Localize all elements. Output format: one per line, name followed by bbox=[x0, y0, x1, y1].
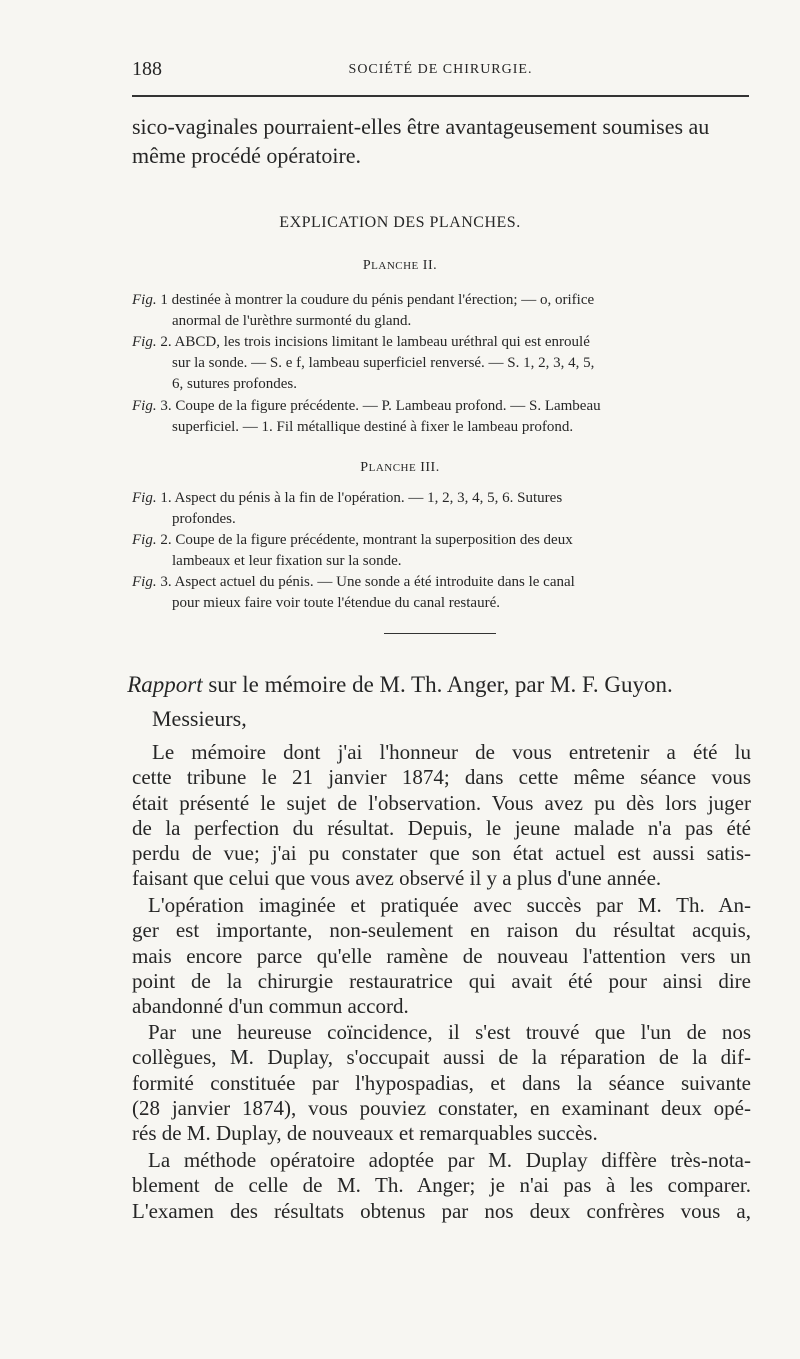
caption-line: 1. Aspect du pénis à la fin de l'opération. — 1, 2, 3, 4, 5, 6. Sutures bbox=[156, 490, 563, 506]
caption-plate3-fig3 bbox=[132, 572, 753, 614]
caption-line: 2. ABCD, les trois incisions limitant le lambeau uréthral qui est enroulé bbox=[156, 334, 590, 350]
fig-label: Fig. bbox=[132, 292, 157, 308]
lead-line: sico-vaginales pourraient-elles être avantageusement soumises au bbox=[132, 114, 710, 139]
fig-label: Fig. bbox=[132, 532, 157, 548]
section-divider bbox=[384, 633, 496, 634]
caption-line: 2. Coupe de la figure précédente, montrant la superposition des deux bbox=[156, 532, 573, 548]
body-paragraph-4 bbox=[132, 1148, 751, 1224]
caption-line: anormal de l'urèthre surmonté du gland. bbox=[172, 313, 412, 329]
plate-title-3 bbox=[0, 460, 800, 476]
paragraph-line: La méthode opératoire adoptée par M. Duplay diffère très-nota- bbox=[148, 1148, 751, 1172]
caption-plate2-fig2 bbox=[132, 332, 753, 395]
paragraph-line: perdu de vue; j'ai pu constater que son état actuel est aussi satis- bbox=[132, 841, 751, 866]
lead-line: même procédé opératoire. bbox=[132, 143, 362, 168]
paragraph-line: (28 janvier 1874), vous pouviez constater, en examinant deux opé- bbox=[132, 1095, 751, 1120]
paragraph-line: rés de M. Duplay, de nouveaux et remarquables succès. bbox=[132, 1121, 598, 1146]
paragraph-line: de la perfection du résultat. Depuis, le jeune malade n'a pas été bbox=[132, 815, 751, 840]
plate-title-initial: P bbox=[360, 460, 369, 475]
paragraph-line: abandonné d'un commun accord. bbox=[132, 994, 409, 1019]
caption-line: profondes. bbox=[172, 511, 236, 527]
paragraph-line: collègues, M. Duplay, s'occupait aussi de la réparation de la dif- bbox=[132, 1045, 751, 1070]
fig-label: Fig. bbox=[132, 334, 157, 350]
caption-plate2-fig1 bbox=[132, 290, 753, 332]
paragraph-line: faisant que celui que vous avez observé il y a plus d'une année. bbox=[132, 866, 662, 891]
body-paragraph-1 bbox=[132, 740, 751, 892]
body-paragraph-3 bbox=[132, 1020, 751, 1146]
fig-label: Fig. bbox=[132, 574, 157, 590]
caption-line: sur la sonde. — S. e f, lambeau superficiel renversé. — S. 1, 2, 3, 4, 5, bbox=[172, 355, 595, 371]
caption-line: 6, sutures profondes. bbox=[172, 376, 297, 392]
explication-title: EXPLICATION DES PLANCHES. bbox=[279, 214, 521, 231]
report-heading bbox=[0, 672, 800, 698]
plate-title-2 bbox=[0, 258, 800, 274]
caption-line: 1 destinée à montrer la coudure du pénis pendant l'érection; — o, orifice bbox=[156, 292, 595, 308]
caption-plate3-fig2 bbox=[132, 530, 753, 572]
lead-paragraph bbox=[132, 112, 750, 170]
paragraph-line: L'opération imaginée et pratiquée avec succès par M. Th. An- bbox=[148, 893, 751, 917]
caption-line: 3. Coupe de la figure précédente. — P. Lambeau profond. — S. Lambeau bbox=[156, 398, 601, 414]
caption-plate3-fig1 bbox=[132, 488, 753, 530]
fig-label: Fig. bbox=[132, 490, 157, 506]
caption-line: lambeaux et leur fixation sur la sonde. bbox=[172, 553, 402, 569]
plate-title-smallcaps: LANCHE bbox=[371, 260, 419, 272]
paragraph-line: ger est importante, non-seulement en raison du résultat acquis, bbox=[132, 918, 751, 943]
report-heading-italic: Rapport bbox=[127, 672, 203, 697]
caption-plate2-fig3 bbox=[132, 396, 753, 438]
paragraph-line: cette tribune le 21 janvier 1874; dans cette même séance vous bbox=[132, 765, 751, 790]
paragraph-line: formité constituée par l'hypospadias, et dans la séance suivante bbox=[132, 1070, 751, 1095]
salutation: Messieurs, bbox=[152, 706, 247, 731]
page-header bbox=[132, 58, 749, 88]
running-title: SOCIÉTÉ DE CHIRURGIE. bbox=[348, 62, 533, 77]
page-number: 188 bbox=[132, 58, 162, 80]
paragraph-line: L'examen des résultats obtenus par nos deux confrères vous a, bbox=[132, 1198, 751, 1223]
paragraph-line: Le mémoire dont j'ai l'honneur de vous entretenir a été lu bbox=[152, 740, 751, 764]
caption-line: superficiel. — 1. Fil métallique destiné à fixer le lambeau profond. bbox=[172, 419, 574, 435]
header-rule bbox=[132, 95, 749, 97]
fig-label: Fig. bbox=[132, 398, 157, 414]
caption-line: pour mieux faire voir toute l'étendue du canal restauré. bbox=[172, 595, 500, 611]
plate-title-smallcaps: LANCHE bbox=[368, 462, 417, 474]
report-heading-text: sur le mémoire de M. Th. Anger, par M. F. Guyon. bbox=[202, 672, 673, 697]
paragraph-line: point de la chirurgie restauratrice qui avait été pour ainsi dire bbox=[132, 968, 751, 993]
paragraph-line: Par une heureuse coïncidence, il s'est trouvé que l'un de nos bbox=[148, 1020, 751, 1044]
plate-title-number: II. bbox=[418, 258, 438, 273]
paragraph-line: mais encore parce qu'elle ramène de nouveau l'attention vers un bbox=[132, 943, 751, 968]
plate-title-number: III. bbox=[416, 460, 440, 475]
paragraph-line: était présenté le sujet de l'observation. Vous avez pu dès lors juger bbox=[132, 790, 751, 815]
paragraph-line: blement de celle de M. Th. Anger; je n'ai pas à les comparer. bbox=[132, 1173, 751, 1198]
body-paragraph-2 bbox=[132, 893, 751, 1019]
caption-line: 3. Aspect actuel du pénis. — Une sonde a été introduite dans le canal bbox=[156, 574, 575, 590]
plate-title-initial: P bbox=[362, 258, 372, 273]
